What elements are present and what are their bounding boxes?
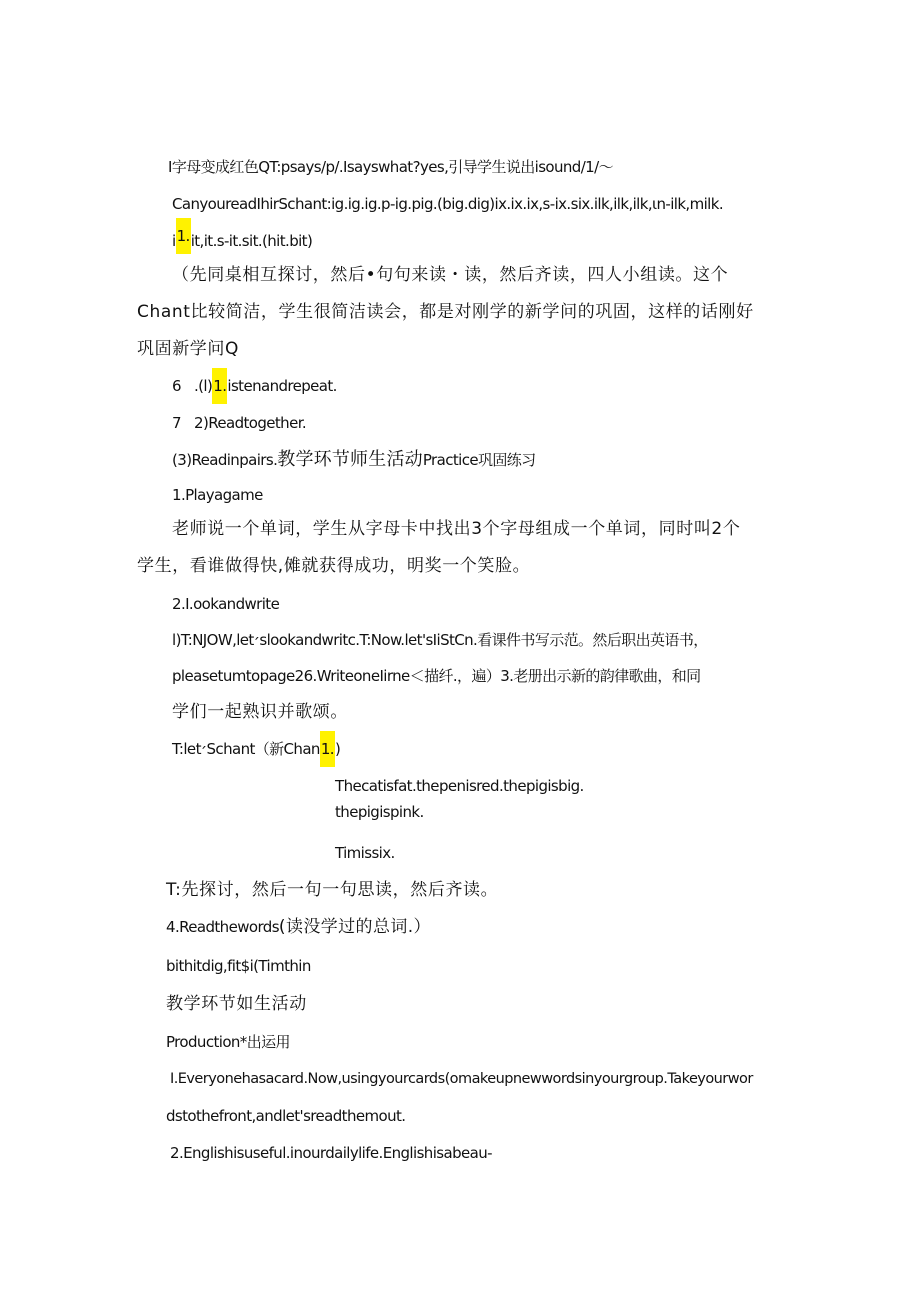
text-run: istenandrepeat. [227,377,337,395]
text-line-1: I字母变成红色QT:psays/p/.Isayswhat?yes,引导学生说出isound/1/〜 [168,158,613,176]
text-run: (3)Readinpairs. [172,451,278,469]
game-title: 1.Playagame [172,486,263,504]
paragraph-line: l)T:NJOW,let׳slookandwritc.T:Now.let'sIiStCn.看课件书写示范。然后职出英语书， [172,631,708,649]
chant-verse: Thecatisfat.thepenisred.thepigisbig. [335,777,584,795]
section-label: 教学环节师生活动 [277,449,423,470]
text-run: (读没学过的总词.） [278,917,431,937]
text-run: .(l) [194,377,213,395]
paragraph-line: dstothefront,andlet'sreadthemout. [166,1107,406,1125]
paragraph-line: I.Everyonehasacard.Now,usingyourcards(omakeupnewwordsinyourgroup.Takeyourwor [170,1071,753,1087]
paragraph-line: 巩固新学问Q [137,339,239,359]
chant-verse: thepigispink. [335,803,424,821]
step-7-line [172,413,306,433]
paragraph-line: pleasetumtopage26.WriteoneIirne＜描纤.，遍）3.老册出示新的韵律歌曲，和同 [172,667,701,685]
chant-verse: Timissix. [335,844,395,862]
text-line-2: CanyoureadIhirSchant:ig.ig.ig.p-ig.pig.(big.dig)ix.ix.ix,s-ix.six.ilk,ilk,ilk,ιn-ilk,milk. [172,195,723,213]
text-run: 2)Readtogether. [194,414,307,432]
text-run: T:let׳Schant（新Chan [172,740,320,758]
paragraph-line: 老师说一个单词，学生从字母卡中找出3个字母组成一个单词，同时叫2个 [172,519,741,539]
text-run: 4.Readthewords [166,918,279,936]
text-run: ) [334,740,341,758]
highlight-mark: 1. [320,731,335,767]
paragraph-line: 学们一起熟识并歌颂。 [172,702,348,722]
read-words-line [166,917,431,937]
text-run: Practice巩固练习 [422,451,536,469]
highlight-mark: 1. [212,368,227,404]
step-number: 6 [172,377,181,395]
section-heading: 教学环节如生活动 [166,994,307,1014]
production-title: Production*出运用 [166,1033,290,1051]
text-line-3 [172,227,313,254]
text-run: i [172,232,176,250]
step-number: 7 [172,414,181,432]
paragraph-line: Chant比较简洁，学生很简洁读会，都是对刚学的新学问的巩固，这样的话刚好 [137,302,754,322]
step-6-line [172,376,337,404]
chant-line [172,739,340,767]
words-list: bithitdig,fit$i(Timthin [166,957,311,975]
practice-heading-line [172,450,536,470]
paragraph-line: （先同桌相互探讨，然后•句句来读・读，然后齐读，四人小组读。这个 [172,265,729,285]
paragraph-line: T:先探讨，然后一句一句思读，然后齐读。 [166,880,499,900]
paragraph-line: 2.Englishisuseful.inourdailylife.Englishisabeau- [170,1144,492,1162]
highlight-mark: 1. [176,218,191,254]
text-run: it,it.s-it.sit.(hit.bit) [190,232,313,250]
look-title: 2.I.ookandwrite [172,595,280,613]
paragraph-line: 学生，看谁做得快,傩就获得成功，明奖一个笑脸。 [137,556,531,576]
